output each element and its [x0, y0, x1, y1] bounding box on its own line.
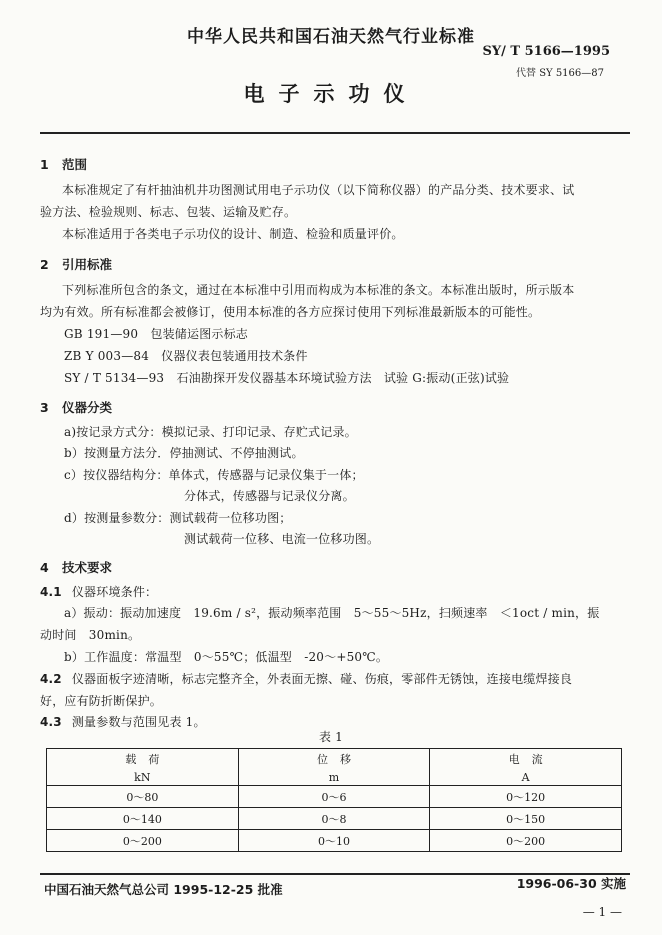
table-row	[47, 830, 622, 852]
clause-4-1-b: b）工作温度：常温型 0～55℃；低温型 -20～+50℃。	[64, 650, 389, 664]
section-2-number: 2	[40, 257, 49, 272]
effective-date: 1996-06-30 实施	[516, 876, 626, 891]
table-1	[46, 748, 622, 852]
section-2-title: 引用标准	[62, 257, 113, 272]
table-cell: 0～8	[238, 808, 430, 830]
unit-displacement: m	[238, 769, 430, 786]
classification-d-line-1: d）按测量参数分：测试载荷一位移功图；	[64, 511, 292, 525]
section-3-number: 3	[40, 400, 49, 415]
section-1-title: 范围	[62, 157, 88, 172]
table-cell: 0～150	[430, 808, 622, 830]
header-displacement: 位移	[238, 749, 430, 770]
table-cell: 0～120	[430, 786, 622, 808]
classification-d-line-2: 测试载荷一位移、电流一位移功图。	[184, 532, 380, 546]
replaces-note: 代替 SY 5166—87	[516, 68, 604, 79]
clause-4-1	[40, 583, 157, 600]
clause-4-1-number: 4.1	[40, 585, 62, 599]
section-3-heading	[40, 398, 112, 416]
standard-number: SY/ T 5166—1995	[482, 44, 610, 59]
section-4-title: 技术要求	[62, 560, 113, 575]
section-1-para-1-line-1: 本标准规定了有杆抽油机井功图测试用电子示功仪（以下简称仪器）的产品分类、技术要求、试	[62, 183, 575, 197]
table-cell: 0～6	[238, 786, 430, 808]
table-unit-row	[47, 769, 622, 786]
approval-statement: 中国石油天然气总公司 1995-12-25 批准	[44, 882, 283, 897]
section-1-para-1-line-2: 验方法、检验规则、标志、包装、运输及贮存。	[40, 205, 297, 219]
clause-4-2-text: 仪器面板字迹清晰，标志完整齐全，外表面无擦、碰、伤痕，零部件无锈蚀，连接电缆焊接良	[71, 672, 573, 686]
classification-c-line-1: c）按仪器结构分：单体式，传感器与记录仪集于一体；	[64, 468, 364, 482]
table-cell: 0～140	[47, 808, 239, 830]
table-cell: 0～200	[47, 830, 239, 852]
unit-current: A	[430, 769, 622, 786]
table-header-row	[47, 749, 622, 770]
section-2-para-line-1: 下列标准所包含的条文，通过在本标准中引用而构成为本标准的条文。本标准出版时，所示版本	[62, 283, 575, 297]
classification-a: a)按记录方式分：模拟记录、打印记录、存贮式记录。	[64, 425, 357, 439]
table-cell: 0～10	[238, 830, 430, 852]
reference-syt5134: SY / T 5134—93 石油勘探开发仪器基本环境试验方法 试验 G:振动(正弦)试验	[64, 371, 510, 385]
section-4-heading	[40, 558, 112, 576]
table-cell: 0～80	[47, 786, 239, 808]
table-row	[47, 786, 622, 808]
classification-b: b）按测量方法分．停抽测试、不停抽测试。	[64, 446, 304, 460]
table-1-caption: 表 1	[318, 730, 344, 744]
header-current: 电流	[430, 749, 622, 770]
unit-load: kN	[47, 769, 239, 786]
classification-c-line-2: 分体式，传感器与记录仪分离。	[184, 489, 355, 503]
page-number: — 1 —	[582, 905, 622, 919]
header-load: 载荷	[47, 749, 239, 770]
table-row	[47, 808, 622, 830]
section-2-para-line-2: 均为有效。所有标准都会被修订，使用本标准的各方应探讨使用下列标准最新版本的可能性。	[40, 305, 541, 319]
clause-4-2-number: 4.2	[40, 672, 62, 686]
clause-4-1-a-line-2: 动时间 30min。	[40, 628, 141, 642]
section-1-para-2: 本标准适用于各类电子示功仪的设计、制造、检验和质量评价。	[62, 227, 404, 241]
clause-4-2-line-2: 好，应有防折断保护。	[40, 694, 163, 708]
section-2-heading	[40, 255, 112, 273]
clause-4-1-a-line-1: a）振动：振动加速度 19.6m / s²，振动频率范围 5～55～5Hz，扫频速率 ＜1oct / min，振	[64, 606, 600, 620]
clause-4-3-number: 4.3	[40, 715, 62, 729]
reference-zby003: ZB Y 003—84 仪器仪表包装通用技术条件	[64, 349, 308, 363]
issuing-body: 中华人民共和国石油天然气行业标准	[187, 27, 475, 47]
section-4-number: 4	[40, 560, 49, 575]
table-cell: 0～200	[430, 830, 622, 852]
clause-4-3-text: 测量参数与范围见表 1。	[71, 715, 206, 729]
header-rule	[40, 132, 630, 134]
reference-gb191: GB 191—90 包装储运图示标志	[64, 327, 248, 341]
section-3-title: 仪器分类	[62, 400, 113, 415]
section-1-heading	[40, 155, 87, 173]
section-1-number: 1	[40, 157, 49, 172]
clause-4-1-text: 仪器环境条件：	[71, 585, 158, 599]
document-title: 电子示功仪	[243, 82, 419, 106]
clause-4-2-line-1	[40, 670, 572, 687]
